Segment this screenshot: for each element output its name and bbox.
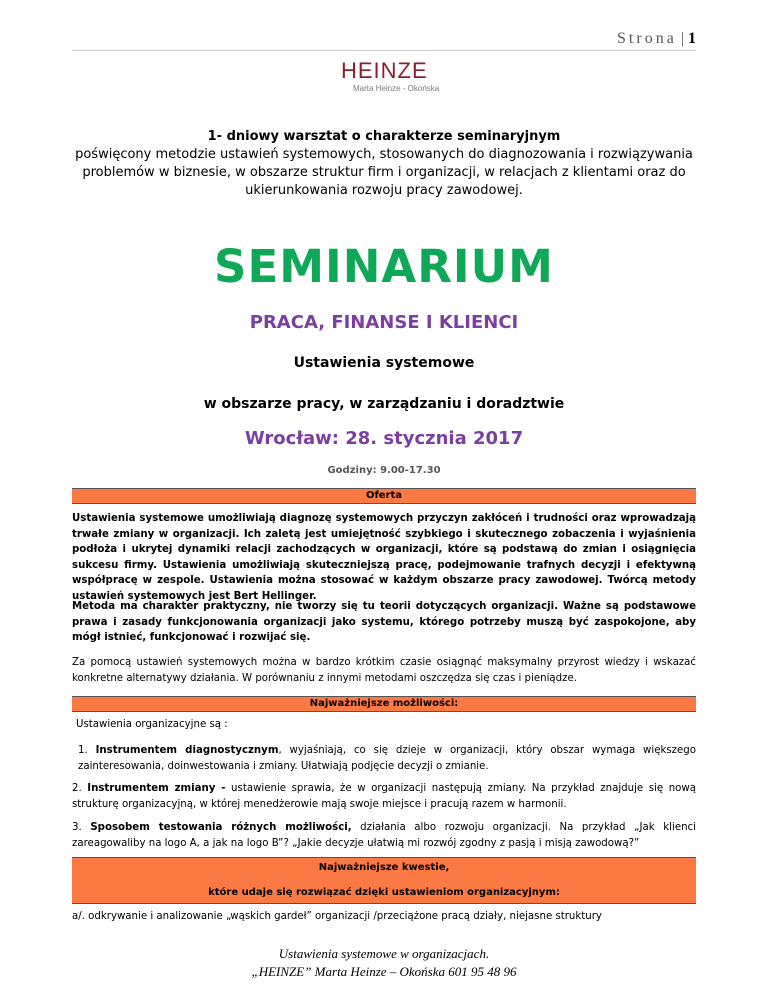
item-text: , wyjaśniają, co się dzieje w organizacji, który obszar wymaga większego zainteresowania, doinwestowania i zmiany. Ułatwiają podjęcie decyzji o zmianie. — [78, 745, 696, 772]
offer-paragraph-2: Metoda ma charakter praktyczny, nie tworzy się tu teorii dotyczących organizacji. Ważne są podstawowe prawa i zasady funkcjonowania organizacji jako systemu, którego potrzeby muszą być zaspokojone, aby mógł istnieć, funkcjonować i rozwijać się. — [72, 601, 696, 643]
issues-item-a: a/. odkrywanie i analizowanie „wąskich gardeł” organizacji /przeciążone pracą działy, niejasne struktury — [72, 911, 602, 922]
issues-heading-bar — [72, 857, 696, 904]
item-text: ustawienie sprawia, że w organizacji następują zmiany. Na przykład znajduje się nową strukturę organizacyjną, w której menedżerowie mają swoje miejsce i pracują razem w harmonii. — [72, 783, 696, 810]
possibility-item-3 — [72, 820, 696, 851]
topic-line-1: Ustawienia systemowe — [293, 355, 475, 371]
intro-description: poświęcony metodzie ustawień systemowych, stosowanych do diagnozowania i rozwiązywania problemów w biznesie, w obszarze struktur firm i organizacji, w relacjach z klientami oraz do ukierunkowania rozwoju pracy zawodowej. — [75, 147, 693, 198]
possibilities-heading: Najważniejsze możliwości: — [309, 698, 459, 709]
item-number: 3. — [72, 822, 82, 833]
offer-paragraph-3: Za pomocą ustawień systemowych można w bardzo krótkim czasie osiągnąć maksymalny przyrost wiedzy i wskazać konkretne alternatywy działania. W porównaniu z innymi metodami oszczędza się czas i pieniądze. — [72, 657, 696, 684]
item-number: 2. — [72, 783, 82, 794]
page-label: Strona — [617, 30, 677, 47]
main-title: SEMINARIUM — [214, 240, 554, 293]
offer-paragraph-1: Ustawienia systemowe umożliwiają diagnozę systemowych przyczyn zakłóceń i trudności oraz wprowadzają trwałe zmiany w organizacji. Ich zaletą jest umiejętność szybkiego i skutecznego zobaczenia i wyjaśnienia podłoża i ukrytej dynamiki relacji zachodzących w organizacji, które są podstawą do zmian i osiągnięcia sukcesu firmy. Ustawienia umożliwiają skuteczniejszą pracę, podejmowanie trafnych decyzji i efektywną współpracę w zespole. Ustawienia można stosować w każdym obszarze pracy zawodowej. Twórcą metody ustawień systemowych jest Bert Hellinger. — [72, 513, 696, 602]
possibilities-heading-bar — [72, 696, 696, 712]
offer-heading: Oferta — [365, 490, 403, 501]
item-title: Sposobem testowania różnych możliwości, — [90, 822, 352, 833]
issues-heading-1: Najważniejsze kwestie, — [318, 862, 450, 873]
possibilities-lead: Ustawienia organizacyjne są : — [76, 719, 228, 730]
event-date: Wrocław: 28. stycznia 2017 — [244, 428, 524, 449]
topic-line-2: w obszarze pracy, w zarządzaniu i doradztwie — [203, 396, 565, 412]
page-separator: | — [680, 30, 684, 47]
intro-heading: 1- dniowy warsztat o charakterze seminaryjnym — [207, 129, 561, 144]
item-number: 1. — [78, 745, 88, 756]
offer-heading-bar — [72, 488, 696, 504]
item-title: Instrumentem zmiany - — [87, 783, 226, 794]
logo-owner: Marta Heinze - Okońska — [353, 84, 440, 93]
issues-heading-2: które udaje się rozwiązać dzięki ustawieniom organizacyjnym: — [208, 887, 560, 898]
logo-brand: HEINZE — [341, 58, 428, 83]
page-number: 1 — [688, 30, 696, 47]
item-title: Instrumentem diagnostycznym — [95, 745, 279, 756]
footer-line-1: Ustawienia systemowe w organizacjach. — [278, 946, 490, 961]
page-header — [617, 30, 696, 48]
header-divider — [72, 50, 696, 51]
footer-line-2: „HEINZE” Marta Heinze – Okońska 601 95 48 96 — [251, 964, 517, 979]
intro-block — [60, 128, 708, 200]
event-hours: Godziny: 9.00-17.30 — [327, 465, 441, 476]
subtitle: PRACA, FINANSE I KLIENCI — [249, 312, 519, 333]
heinze-logo — [341, 58, 489, 94]
possibility-item-1 — [72, 743, 696, 774]
possibility-item-2 — [72, 781, 696, 812]
item-text: działania albo rozwoju organizacji. Na przykład „Jak klienci zareagowaliby na logo A, a jak na logo B”? „Jakie decyzje ułatwią mi rozwój zgodny z pasją i misją zawodową?” — [72, 822, 696, 849]
